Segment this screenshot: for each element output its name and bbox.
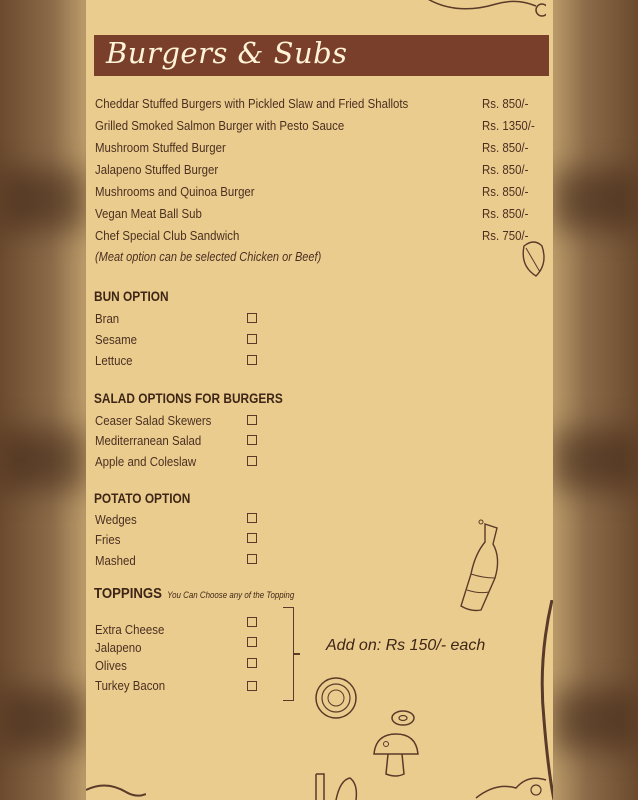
meat-note: (Meat option can be selected Chicken or Beef) — [95, 250, 322, 264]
topping-checkbox[interactable] — [247, 658, 257, 668]
leaf-icon — [518, 236, 552, 280]
onion-ring-icon — [312, 674, 360, 722]
bun-option-label: Sesame — [95, 332, 137, 347]
menu-item-price: Rs. 850/- — [482, 162, 529, 177]
menu-item-price: Rs. 1350/- — [482, 118, 535, 133]
salad-option-label: Apple and Coleslaw — [95, 454, 197, 469]
toppings-bracket-tick — [294, 653, 300, 655]
blurred-band — [552, 690, 638, 750]
topping-checkbox[interactable] — [247, 617, 257, 627]
blurred-band — [0, 170, 86, 230]
toppings-heading — [94, 585, 294, 602]
menu-item-price: Rs. 850/- — [482, 96, 529, 111]
menu-item-name: Mushrooms and Quinoa Burger — [95, 184, 255, 199]
salad-option-checkbox[interactable] — [247, 415, 257, 425]
bun-option-checkbox[interactable] — [247, 334, 257, 344]
menu-item-price: Rs. 850/- — [482, 206, 529, 221]
menu-item-price: Rs. 850/- — [482, 184, 529, 199]
toppings-addon-price: Add on: Rs 150/- each — [326, 637, 486, 654]
toppings-subheading: You Can Choose any of the Topping — [167, 590, 295, 600]
bun-option-checkbox[interactable] — [247, 355, 257, 365]
bun-option-label: Bran — [95, 311, 120, 326]
salad-option-label: Ceaser Salad Skewers — [95, 413, 212, 428]
menu-item-name: Cheddar Stuffed Burgers with Pickled Slaw and Fried Shallots — [95, 96, 409, 111]
doodle-top — [416, 0, 546, 22]
title-banner — [94, 35, 549, 76]
menu-item-name: Chef Special Club Sandwich — [95, 228, 240, 243]
page-title: Burgers & Subs — [106, 36, 348, 70]
potato-option-heading: POTATO OPTION — [94, 491, 191, 506]
topping-label: Turkey Bacon — [95, 678, 166, 693]
blurred-band — [0, 690, 86, 750]
menu-item-name: Jalapeno Stuffed Burger — [95, 162, 219, 177]
potato-option-checkbox[interactable] — [247, 554, 257, 564]
potato-option-label: Fries — [95, 532, 121, 547]
potato-option-checkbox[interactable] — [247, 513, 257, 523]
salad-option-heading: SALAD OPTIONS FOR BURGERS — [94, 391, 283, 406]
toppings-bracket — [283, 607, 294, 701]
menu-item-price: Rs. 850/- — [482, 140, 529, 155]
topping-label: Olives — [95, 658, 127, 673]
topping-label: Jalapeno — [95, 640, 142, 655]
toppings-title: TOPPINGS — [94, 585, 162, 602]
topping-checkbox[interactable] — [247, 681, 257, 691]
menu-card — [86, 0, 553, 800]
menu-item-price: Rs. 750/- — [482, 228, 529, 243]
topping-label: Extra Cheese — [95, 622, 165, 637]
menu-item-name: Mushroom Stuffed Burger — [95, 140, 226, 155]
potato-option-label: Mashed — [95, 553, 136, 568]
blurred-band — [552, 430, 638, 490]
potato-option-label: Wedges — [95, 512, 137, 527]
soda-bottle-icon — [451, 518, 507, 614]
olive-icon — [390, 708, 416, 728]
doodle-bottom-right — [466, 768, 553, 800]
mushroom-icon — [370, 730, 422, 780]
blurred-band — [0, 430, 86, 490]
potato-option-checkbox[interactable] — [247, 533, 257, 543]
blurred-band — [552, 170, 638, 230]
doodle-bottom-bottle — [306, 770, 366, 800]
menu-item-name: Grilled Smoked Salmon Burger with Pesto Sauce — [95, 118, 345, 133]
salad-option-label: Mediterranean Salad — [95, 433, 202, 448]
bun-option-heading: BUN OPTION — [94, 289, 169, 304]
doodle-bottom-left — [86, 780, 146, 800]
bun-option-checkbox[interactable] — [247, 313, 257, 323]
salad-option-checkbox[interactable] — [247, 435, 257, 445]
salad-option-checkbox[interactable] — [247, 456, 257, 466]
menu-item-name: Vegan Meat Ball Sub — [95, 206, 202, 221]
topping-checkbox[interactable] — [247, 637, 257, 647]
bun-option-label: Lettuce — [95, 353, 133, 368]
